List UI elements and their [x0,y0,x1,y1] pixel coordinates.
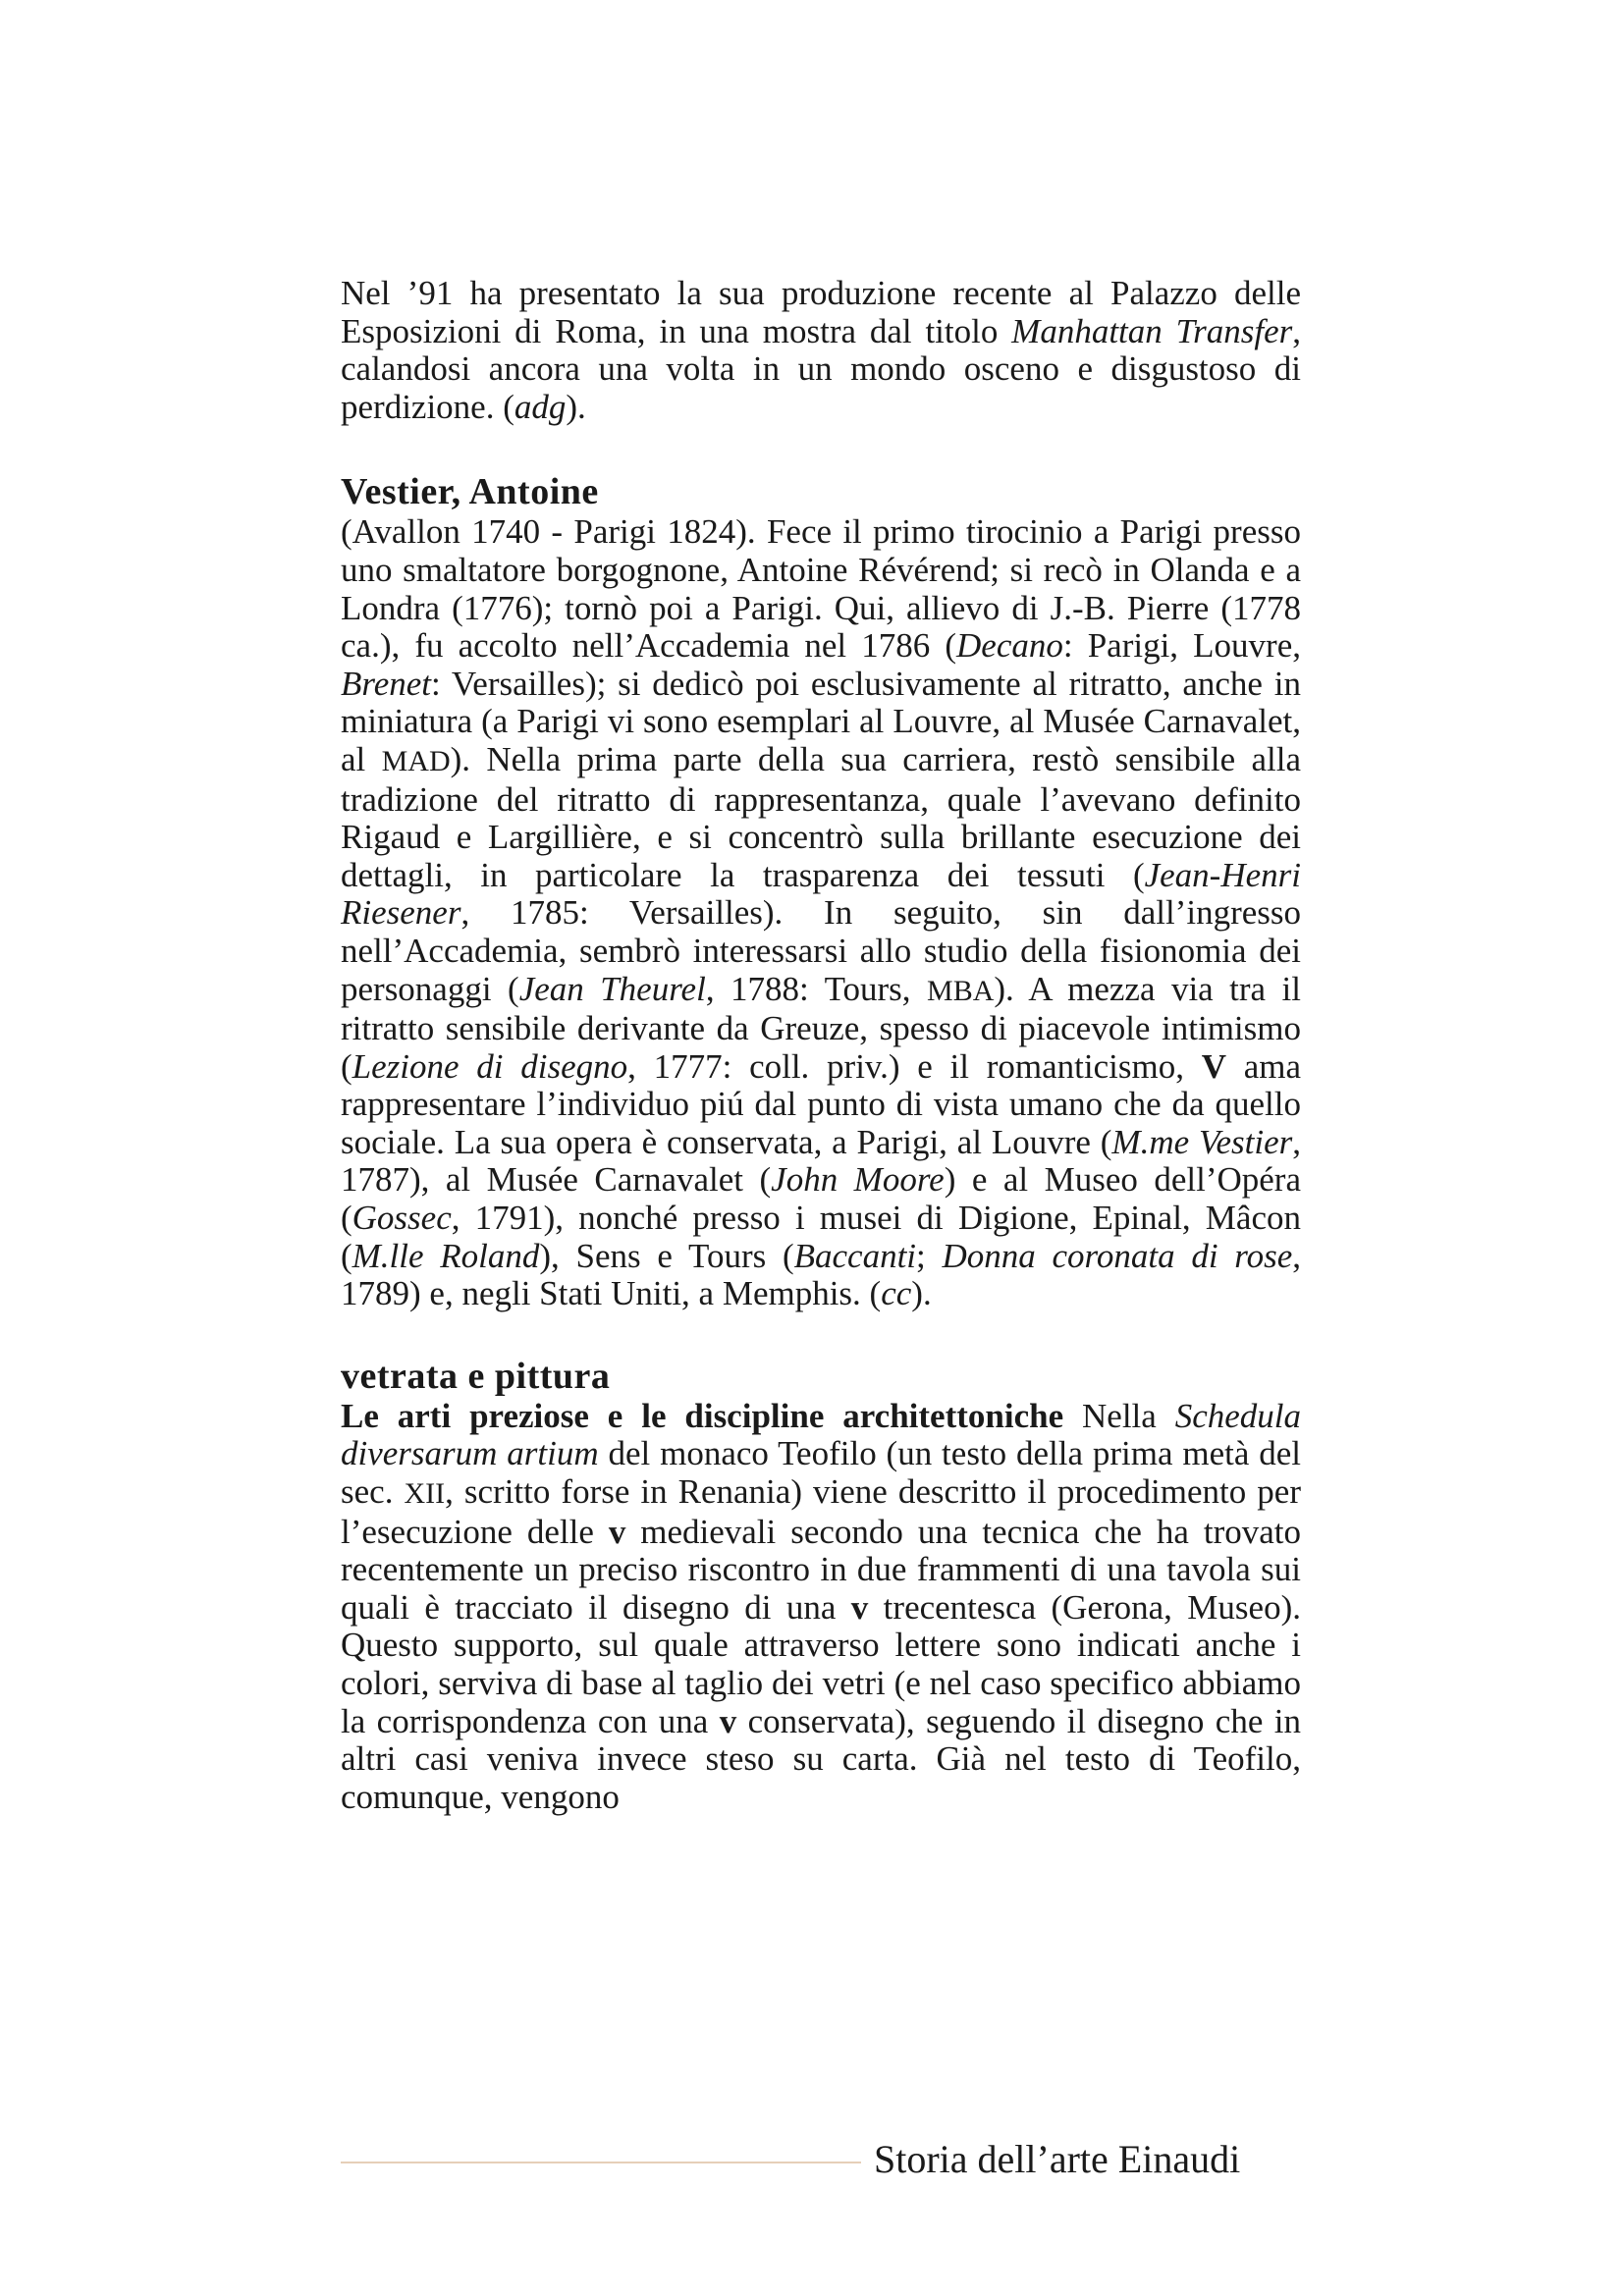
text-run: ). [911,1274,932,1313]
text-run: , 1791), nonché presso i musei di Digione, Epinal, Mâcon ( [341,1199,1301,1275]
text-run: , scritto forse in Renania) viene descritto il procedimento per l’esecuzione delle [341,1472,1301,1551]
author-initials: adg [514,387,567,426]
italic-title: Gossec [352,1199,452,1238]
entry-continuation [341,275,1301,426]
entry-heading-vetrata: vetrata e pittura [341,1355,611,1397]
small-caps-numeral: XII [404,1477,446,1511]
text-run: , 1785: Versailles). In seguito, sin dall’ingresso nell’Accademia, sembrò interessarsi allo studio della fisionomia dei personaggi ( [341,893,1301,1008]
text-run: ; [916,1236,943,1275]
italic-title: Baccanti [793,1236,917,1275]
text-run: ). Nella prima parte della sua carriera, restò sensibile alla tradizione del ritratto di rappresentanza, quale l’avevano definito Rigaud e Largillière, e si concentrò sulla brillante esecuzione dei dettagli, in particolare la trasparenza dei tessuti ( [341,739,1301,894]
text-run: , calandosi ancora una volta in un mondo osceno e disgustoso di perdizione. ( [341,311,1302,426]
italic-title: M.lle Roland [352,1236,540,1275]
text-run: : Versailles); si dedicò poi esclusivamente al ritratto, anche in miniatura (a Parigi vi sono esemplari al Louvre, al Musée Carnavalet, al [341,664,1301,778]
text-run: , 1788: Tours, [705,969,928,1008]
italic-title: Manhattan Transfer [1011,311,1293,350]
italic-title: John Moore [771,1160,945,1200]
text-run: del monaco Teofilo (un testo della prima metà del sec. [341,1434,1302,1512]
footer-rule [341,2162,861,2163]
text-run: medievali secondo una tecnica che ha trovato recentemente un preciso riscontro in due frammenti di una tavola sui quali è tracciato il disegno di una [341,1512,1301,1627]
small-caps-abbrev: MAD [381,744,451,777]
text-run: trecentesca (Gerona, Museo). Questo supporto, sul quale attraverso lettere sono indicati anche i colori, serviva di base al taglio dei vetri (e nel caso specifico abbiamo la corrispondenza con una [341,1587,1301,1740]
italic-title: Lezione di disegno [352,1046,628,1086]
text-run: : Parigi, Louvre, [1062,626,1301,666]
entry-body-vestier [341,513,1301,1312]
footer-publisher: Storia dell’arte Einaudi [874,2137,1241,2181]
small-caps-abbrev: MBA [927,974,995,1007]
text-run: , 1789) e, negli Stati Uniti, a Memphis. ( [341,1236,1302,1313]
entry-body-vetrata [341,1398,1301,1817]
italic-title: Jean Theurel [518,969,706,1008]
bold-abbrev: v [608,1512,626,1551]
text-run: ), Sens e Tours ( [539,1236,794,1275]
text-run: ). [566,387,586,426]
text-run: ). A mezza via tra il ritratto sensibile derivante da Greuze, spesso di piacevole intimismo ( [341,969,1301,1086]
italic-title: Decano [956,626,1063,666]
bold-abbrev: v [850,1587,869,1627]
entry-heading-vestier: Vestier, Antoine [341,471,599,513]
page-body [341,275,1301,1816]
italic-title: M.me Vestier [1111,1122,1293,1161]
text-run: , 1777: coll. priv.) e il romanticismo, [627,1046,1202,1086]
text-run: (Avallon 1740 - Parigi 1824). Fece il primo tirocinio a Parigi presso uno smaltatore borgognone, Antoine Révérend; si recò in Olanda e a Londra (1776); tornò poi a Parigi. Qui, allievo di J.-B. Pierre (1778 ca.), fu accolto nell’Accademia nel 1786 ( [341,512,1301,666]
text-run: ) e al Museo dell’Opéra ( [341,1160,1301,1238]
text-run: ama rappresentare l’individuo piú dal punto di vista umano che da quello sociale. La sua opera è conservata, a Parigi, al Louvre ( [341,1046,1302,1161]
text-run: Nella [1063,1396,1175,1435]
text-run: Nel ’91 ha presentato la sua produzione recente al Palazzo delle Esposizioni di Roma, in una mostra dal titolo [341,274,1301,350]
bold-abbrev: v [719,1701,737,1740]
author-initials: cc [881,1274,912,1313]
bold-abbrev: V [1201,1046,1226,1086]
italic-title: Brenet [341,664,431,703]
section-subheading: Le arti preziose e le discipline architettoniche [341,1396,1064,1435]
italic-title: Jean-Henri Riesener [341,855,1301,933]
text-run: , 1787), al Musée Carnavalet ( [341,1122,1301,1200]
text-run: conservata), seguendo il disegno che in altri casi veniva invece steso su carta. Già nel testo di Teofilo, comunque, vengono [341,1701,1301,1816]
italic-title: Schedula diversarum artium [341,1396,1301,1473]
italic-title: Donna coronata di rose [942,1236,1293,1275]
